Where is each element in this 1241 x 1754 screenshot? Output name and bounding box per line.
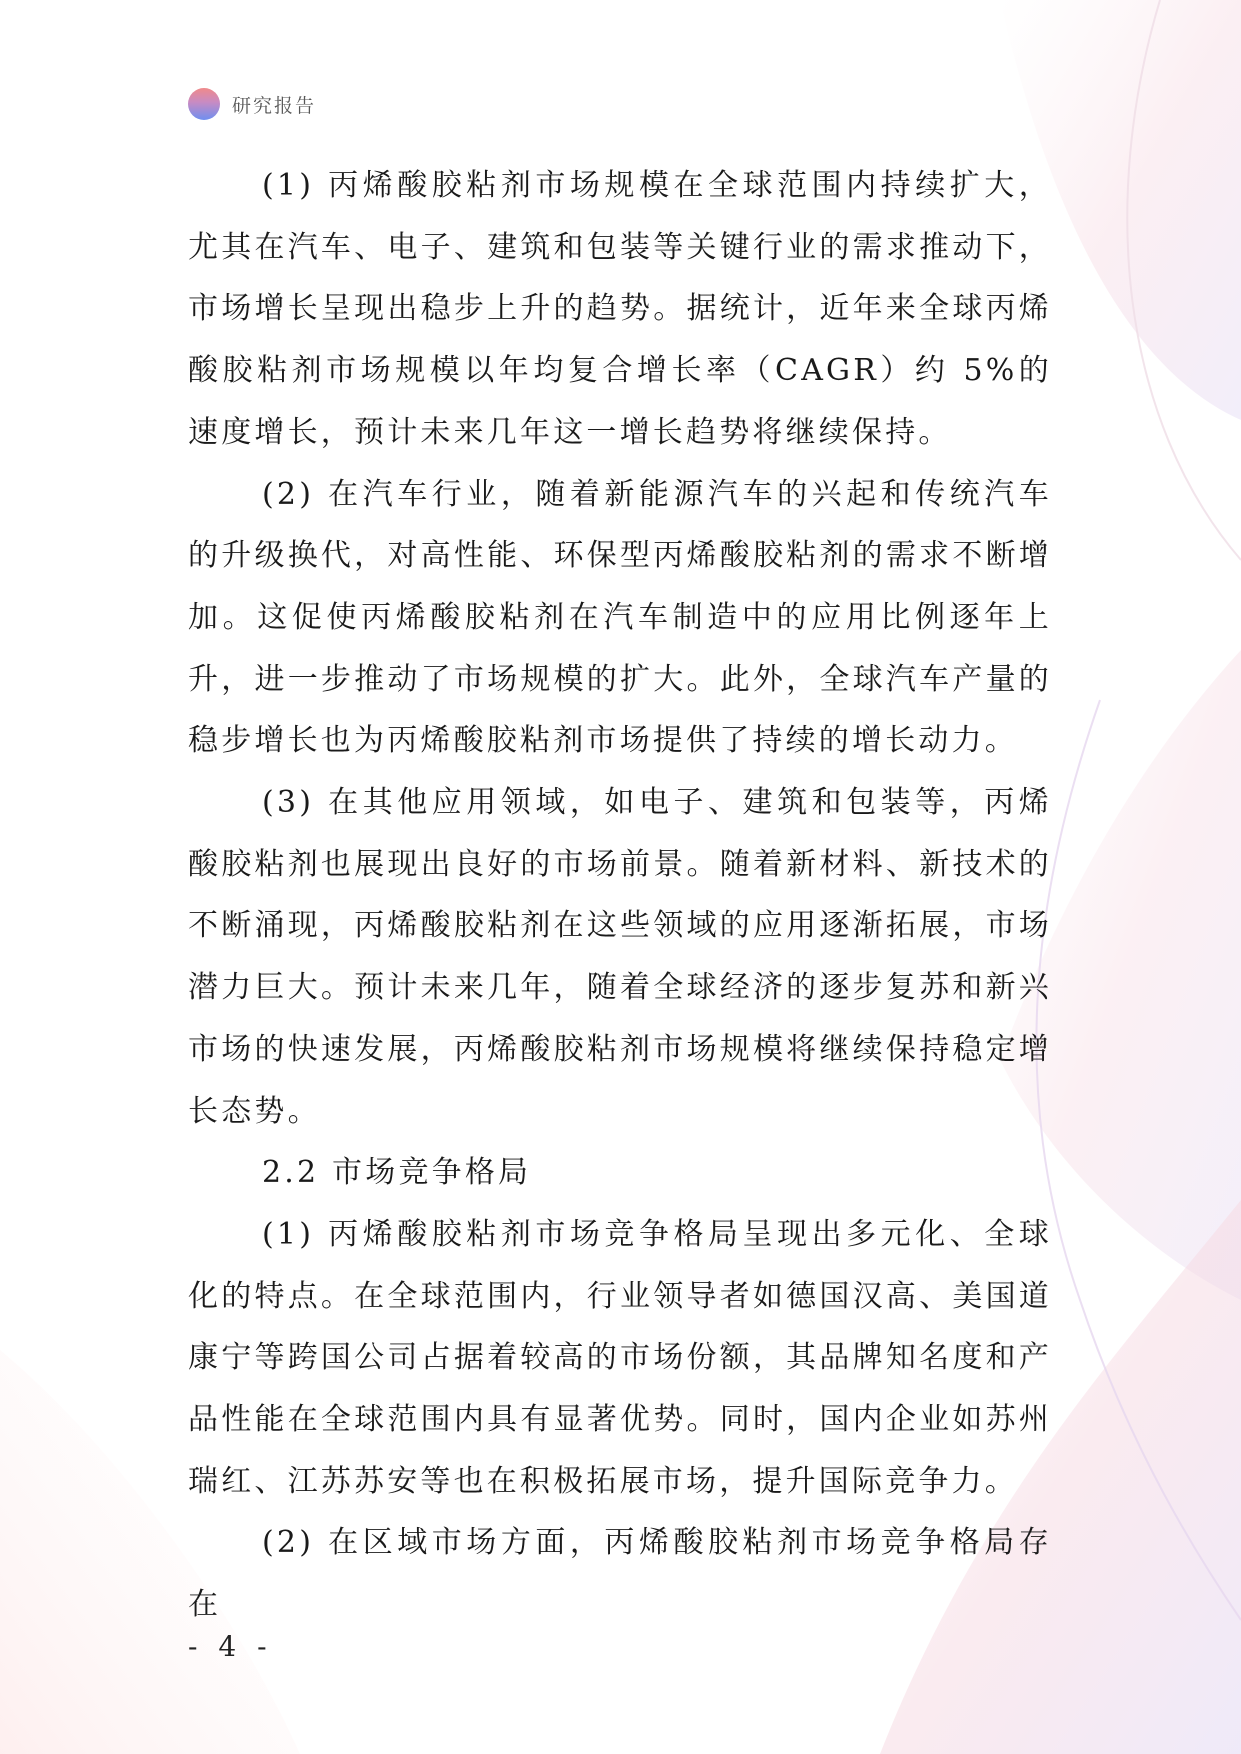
paragraph-2: (2) 在汽车行业，随着新能源汽车的兴起和传统汽车的升级换代，对高性能、环保型丙烯酸胶粘剂的需求不断增加。这促使丙烯酸胶粘剂在汽车制造中的应用比例逐年上升，进一步推动了市场规模的扩大。此外，全球汽车产量的稳步增长也为丙烯酸胶粘剂市场提供了持续的增长动力。 (188, 476, 1052, 759)
report-header (188, 88, 316, 120)
section-heading: 2.2 市场竞争格局 (262, 1155, 532, 1191)
header-title: 研究报告 (232, 94, 317, 117)
report-logo-icon (188, 88, 220, 120)
section-paragraph-1: (1) 丙烯酸胶粘剂市场竞争格局呈现出多元化、全球化的特点。在全球范围内，行业领导者如德国汉高、美国道康宁等跨国公司占据着较高的市场份额，其品牌知名度和产品性能在全球范围内具有显著优势。同时，国内企业如苏州瑞红、江苏苏安等也在积极拓展市场，提升国际竞争力。 (188, 1216, 1052, 1499)
page-number: - 4 - (188, 1630, 273, 1663)
paragraph-1: (1) 丙烯酸胶粘剂市场规模在全球范围内持续扩大，尤其在汽车、电子、建筑和包装等关键行业的需求推动下，市场增长呈现出稳步上升的趋势。据统计，近年来全球丙烯酸胶粘剂市场规模以年均复合增长率（CAGR）约 5%的速度增长，预计未来几年这一增长趋势将继续保持。 (188, 168, 1052, 450)
section-paragraph-2: (2) 在区域市场方面，丙烯酸胶粘剂市场竞争格局存在 (188, 1525, 1052, 1623)
document-body (188, 155, 1052, 1636)
paragraph-3: (3) 在其他应用领域，如电子、建筑和包装等，丙烯酸胶粘剂也展现出良好的市场前景。随着新材料、新技术的不断涌现，丙烯酸胶粘剂在这些领域的应用逐渐拓展，市场潜力巨大。预计未来几年，随着全球经济的逐步复苏和新兴市场的快速发展，丙烯酸胶粘剂市场规模将继续保持稳定增长态势。 (188, 785, 1052, 1129)
